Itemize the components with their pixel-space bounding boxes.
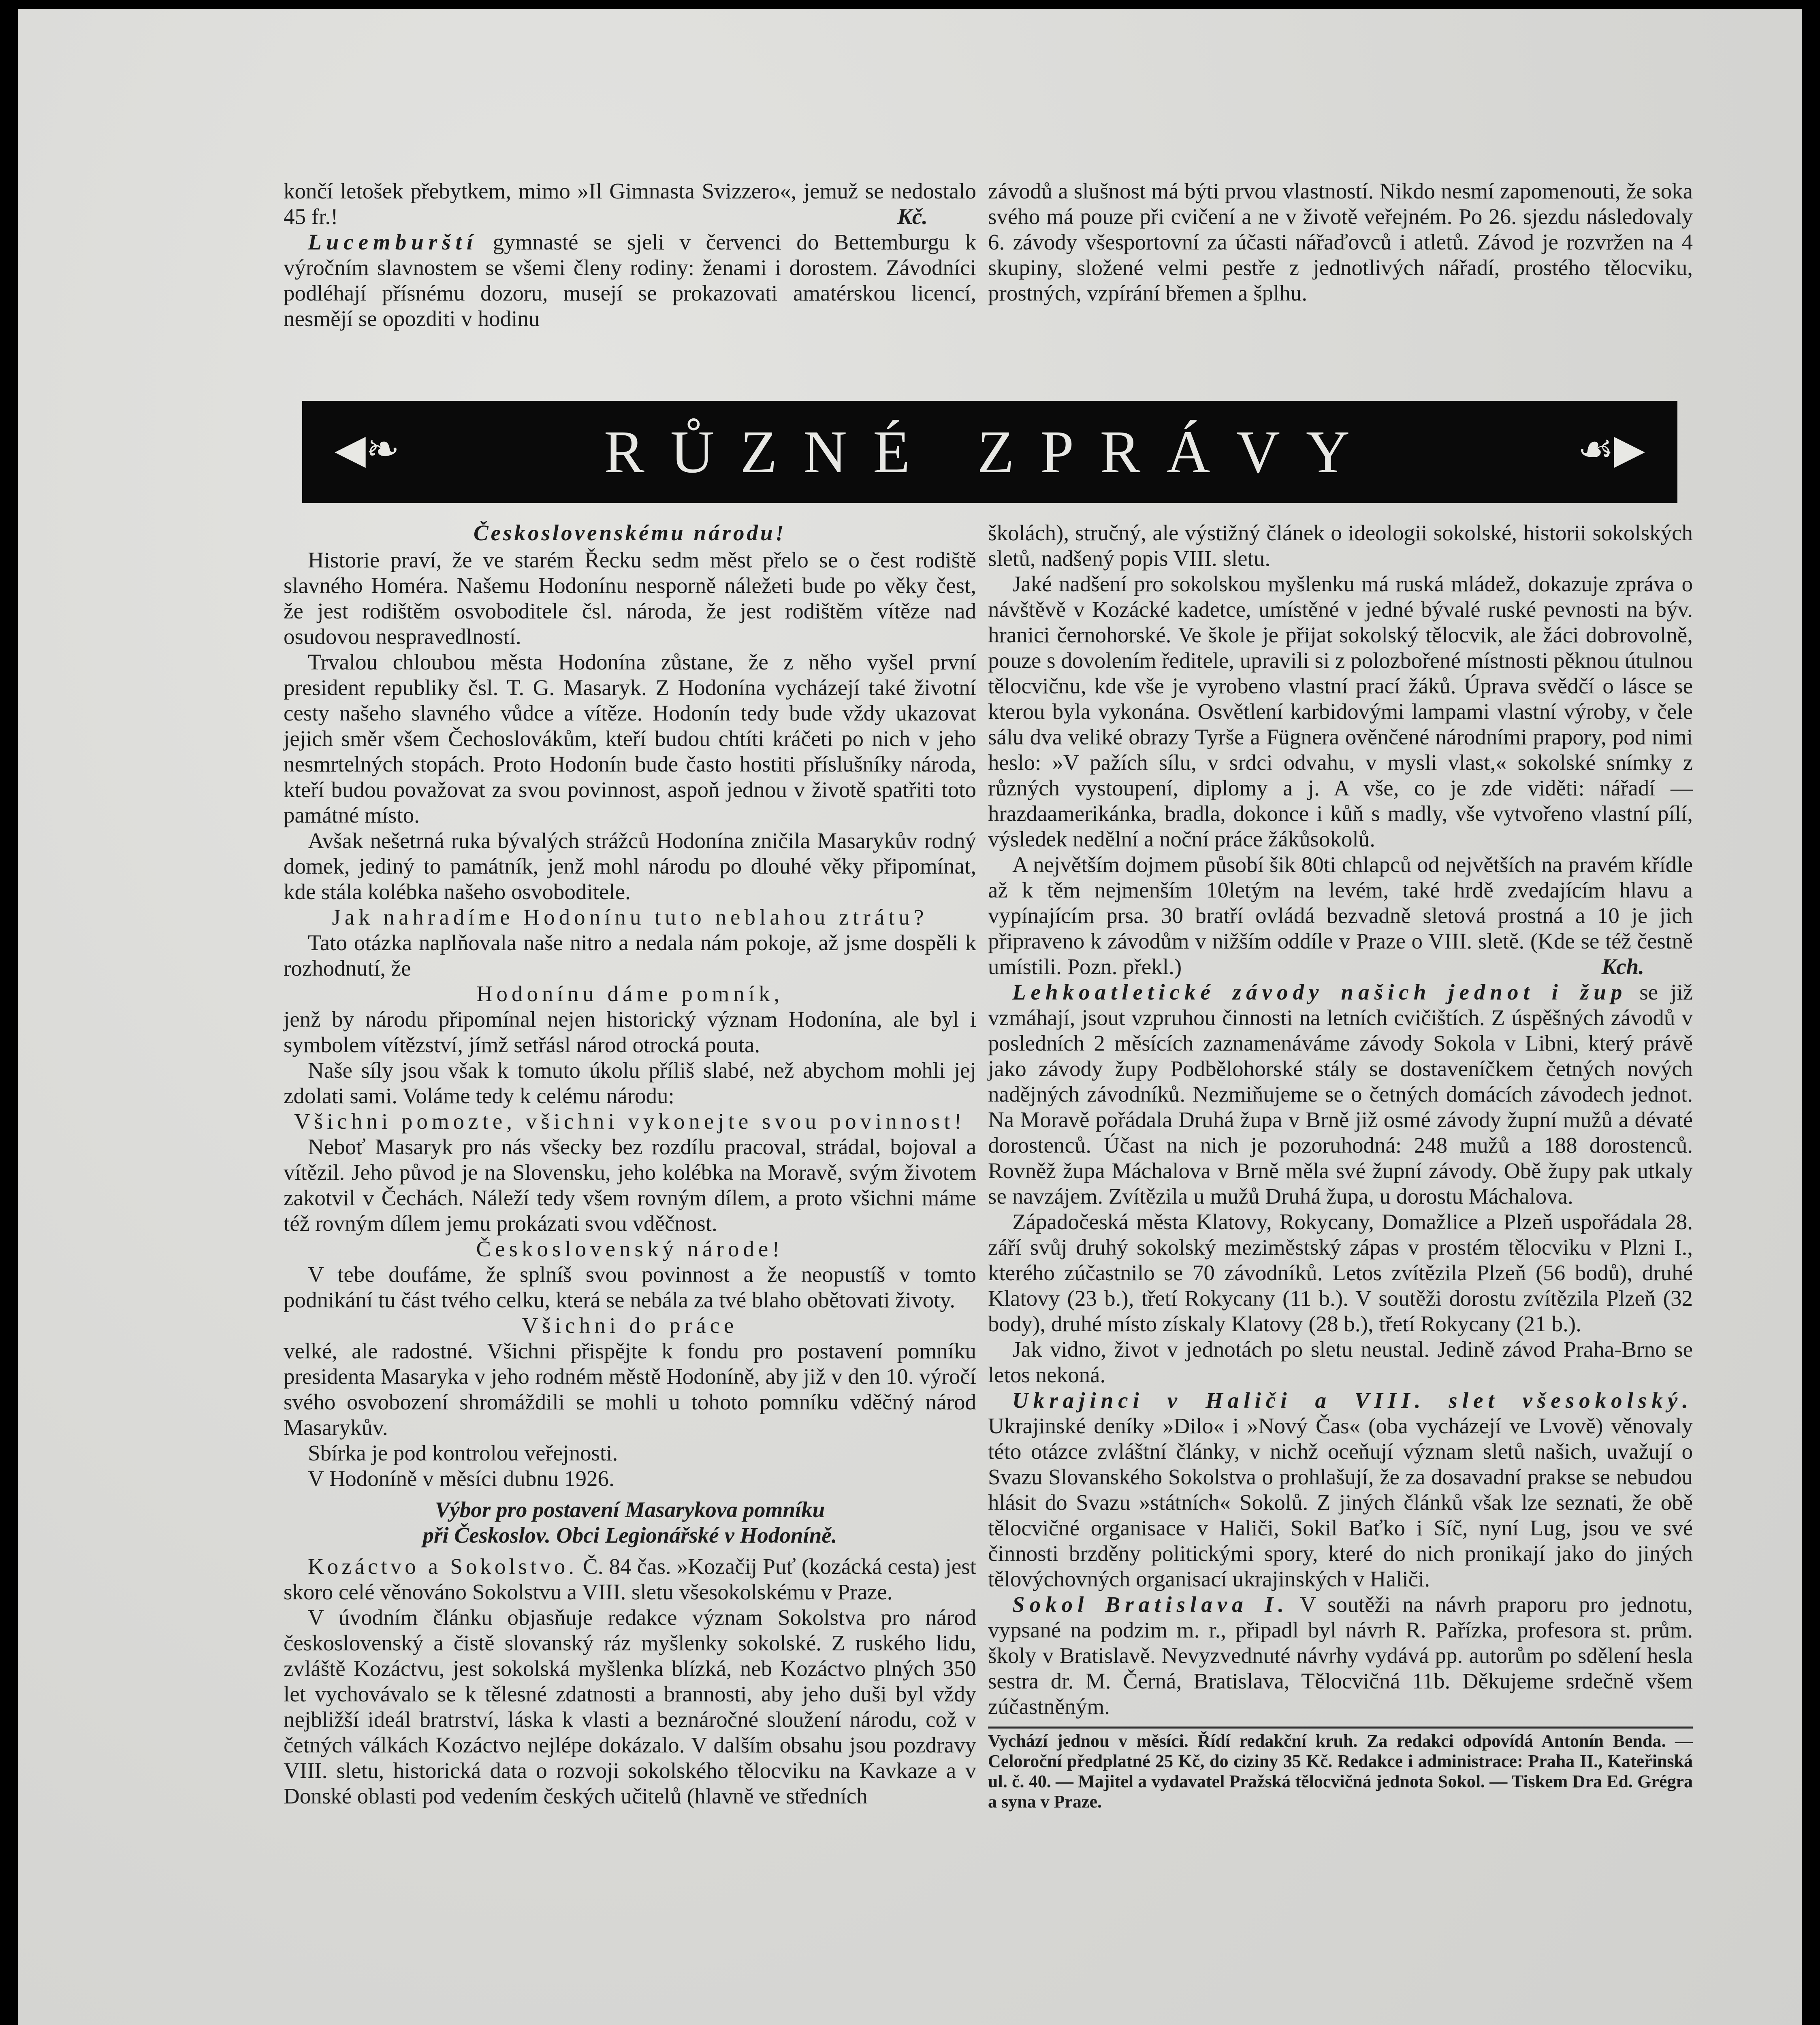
text-paragraph: Západočeská města Klatovy, Rokycany, Domažlice a Plzeň uspořádala 28. září svůj druhý sokolský meziměstský zápas v prostém tělocviku v Plzni I., kterého zúčastnilo se 70 závodníků. Letos zvítězila Plzeň (56 bodů), druhé Klatovy (23 b.), třetí Rokycany (11 b.). V soutěži dorostu zvítězila Plzeň (32 body), druhé místo získaly Klatovy (28 b.), třetí Rokycany (21 b.). <box>988 1209 1693 1336</box>
spaced-heading: Jak nahradíme Hodonínu tuto neblahou ztrátu? <box>332 905 928 929</box>
text-paragraph: Jaké nadšení pro sokolskou myšlenku má ruská mládež, dokazuje zpráva o návštěvě v Kozácké kadetce, umístěné v jedné bývalé ruské pevnosti na býv. hranici černohorské. Ve škole je přijat sokolský tělocvik, ale žáci dobrovolně, pouze s dovolením ředitele, upravili si z polozbořené místnosti pěknou útulnou tělocvičnu, kde vše je vyrobeno vlastní prací žáků. Úprava svědčí o lásce se kterou byla vykonána. Osvětlení karbidovými lampami vlastní výroby, v čele sálu dva veliké obrazy Tyrše a Fügnera ověnčené národními prapory, pod nimi heslo: »V pažích sílu, v srdci odvahu, v mysli vlast,« sokolské snímky z různých vystoupení, diplomy a j. A vše, co je zde viděti: nářadí — hrazdaamerikánka, bradla, dokonce i kůň s madly, vše vytvořeno vlastní pílí, výsledek nedělní a noční práce žákůsokolů. <box>988 571 1693 851</box>
page <box>18 9 1802 2025</box>
text-paragraph <box>284 178 976 229</box>
signature: Výbor pro postavení Masarykova pomníku <box>435 1497 825 1522</box>
paragraph-text: Č. 84 čas. »Kozačij Puť (kozácká cesta) jest skoro celé věnováno Sokolstvu a VIII. sletu všesokolskému v Praze. <box>284 1554 976 1604</box>
paragraph-text: gymnasté se sjeli v červenci do Bettemburgu k výročním slavnostem se všemi členy rodiny: ženami i dorostem. Závodníci podléhají přísnému dozoru, musejí se prokazovati amatérskou licencí, nesmějí se opozditi v hodinu <box>284 230 976 331</box>
signature: při Českoslov. Obci Legionářské v Hodoníně. <box>422 1523 837 1548</box>
spaced-heading: Všichni pomozte, všichni vykonejte svou povinnost! <box>294 1109 966 1134</box>
paragraph-text: Ukrajinské deníky »Dilo« i »Nový Čas« (oba vycházejí ve Lvově) věnovaly této otázce zvláštní články, v nichž oceňují význam sletů našich, uvažují o Svazu Slovanského Sokolstva o prohlašují, že za dosavadní prakse se nebudou hlásit do Svazu »státních« Sokolů. Z jiných článků však lze seznati, že obě tělocvičné organisace v Haliči, Sokil Baťko i Síč, nyní Lug, jsou ve své činnosti brzděny politickými spory, které do nich pronikají jako do jiných tělovýchovných organisací ukrajinských v Haliči. <box>988 1413 1693 1591</box>
text-paragraph: Historie praví, že ve starém Řecku sedm měst přelo se o čest rodiště slavného Homéra. Našemu Hodonínu nesporně náležeti bude po věky čest, že jest rodištěm osvoboditele čsl. národa, že jest rodištěm vítěze nad osudovou nespravedlností. <box>284 548 976 649</box>
text-paragraph: závodů a slušnost má býti prvou vlastností. Nikdo nesmí zapomenouti, že soka svého má pouze při cvičení a ne v životě veřejném. Po 26. sjezdu následovaly 6. závody všesportovní za účasti nářaďovců i atletů. Závod je rozvržen na 4 skupiny, složené velmi pestře z jednotlivých nářadí, prostého tělocviku, prostných, vzpírání břemen a šplhu. <box>988 179 1693 305</box>
spaced-heading: Československý národe! <box>476 1236 784 1261</box>
text-paragraph <box>988 1592 1693 1719</box>
text-paragraph: V úvodním článku objasňuje redakce význam Sokolstva pro národ československý a čistě slovanský ráz myšlenky sokolské. Z ruského lidu, zvláště Kozáctvu, jest sokolská myšlenka blízká, neb Kozáctvo plných 350 let vychovávalo se k tělesné zdatnosti a brannosti, aby jeho duši byl vždy nejbližší ideál bratrství, láska k vlasti a beznáročné sloužení národu, což v četných válkách Kozáctvo nejlépe dokázalo. V dalším obsahu jsou pozdravy VIII. sletu, historická data o rozvoji sokolského tělocviku na Kavkaze a v Donské oblasti pod vedením českých učitelů (hlavně ve středních <box>284 1605 976 1808</box>
text-paragraph <box>988 1388 1693 1592</box>
text-paragraph: jenž by národu připomínal nejen historický význam Hodonína, ale byl i symbolem vítězství, jímž setřásl národ otrocká pouta. <box>284 1007 976 1057</box>
text-paragraph: velké, ale radostné. Všichni přispějte k fondu pro postavení pomníku presidenta Masaryka v jeho rodném městě Hodoníně, aby již v den 10. výročí svého osvobození shromáždili se mohli u tohoto pomníku vděčný národ Masarykův. <box>284 1339 976 1440</box>
main-right-column <box>988 520 1693 1812</box>
text-paragraph: A největším dojmem působí šik 80ti chlapců od největších na pravém křídle až k těm nejmenším 10letým na levém, také hrdě zvedajícím hlavu a vypínajícím prsa. 30 bratří ovládá bezvadně sletová prostná a 10 je jich připraveno k závodům v nižším oddíle v Praze o VIII. sletě. (Kde se též čestně umístili. Pozn. překl.) <box>988 852 1693 979</box>
article-heading: Československému národu! <box>473 520 786 545</box>
signature: Kč. <box>897 204 928 229</box>
spaced-heading: Hodonínu dáme pomník, <box>476 981 784 1006</box>
spaced-heading: Ukrajinci v Haliči a VIII. slet všesokolský. <box>1012 1388 1693 1413</box>
text-paragraph: Sbírka je pod kontrolou veřejnosti. <box>308 1441 618 1465</box>
signature: Kch. <box>1601 954 1644 979</box>
text-paragraph <box>988 979 1693 1209</box>
text-paragraph: Jak vidno, život v jednotách po sletu neustal. Jedině závod Praha-Brno se letos nekoná. <box>988 1337 1693 1387</box>
main-left-column <box>284 520 976 1809</box>
text-paragraph <box>284 229 976 331</box>
spaced-heading: Kozáctvo a Sokolstvo. <box>308 1554 578 1579</box>
text-paragraph: Trvalou chloubou města Hodonína zůstane, že z něho vyšel první president republiky čsl. T. G. Masaryk. Z Hodonína vycházejí také životní cesty našeho slavného vůdce a vítěze. Hodonín tedy bude vždy ukazovat jejich směr všem Čechoslovákům, kteří budou chtíti kráčeti po nich v jeho nesmrtelných stopách. Proto Hodonín bude často hostiti příslušníky národa, kteří budou považovat za svou povinnost, aspoň jednou v životě spatřiti toto památné místo. <box>284 650 976 827</box>
text-paragraph: Naše síly jsou však k tomuto úkolu příliš slabé, než abychom mohli jej zdolati sami. Voláme tedy k celému národu: <box>284 1058 976 1108</box>
paragraph-text: se již vzmáhají, jsout vzpruhou činnosti na letních cvičištích. Z úspěšných závodů v posledních 2 měsících zaznamenáváme závody Sokola v Libni, který právě jako závody župy Podbělohorské stály se dostaveníčkem četných nových nadějných závodníků. Nezmiňujeme se o četných domácích závodech jednot. Na Moravě pořádala Druhá župa v Brně již osmé závody župní mužů a dévaté dorostenců. Účast na nich je pozoruhodná: 248 mužů a 188 dorostenců. Rovněž župa Máchalova v Brně měla své župní závody. Obě župy pak utkaly se navzájem. Zvítězila u mužů Druhá župa, u dorostu Máchalova. <box>988 980 1693 1209</box>
divider <box>988 1727 1693 1729</box>
text-paragraph: Tato otázka naplňovala naše nitro a nedala nám pokoje, až jsme dospěli k rozhodnutí, že <box>284 930 976 981</box>
section-banner <box>302 401 1677 503</box>
text-paragraph: školách), stručný, ale výstižný článek o ideologii sokolské, historii sokolských sletů, nadšený popis VIII. sletu. <box>988 520 1693 571</box>
top-right-column <box>988 178 1693 306</box>
text-paragraph <box>284 1554 976 1605</box>
text-paragraph: V tebe doufáme, že splníš svou povinnost a že neopustíš v tomto podnikání tu část tvého celku, která se nebála za tvé blaho obětovati životy. <box>284 1262 976 1312</box>
ornament-left-icon: ◀❧ <box>335 427 400 472</box>
paragraph-text: V soutěži na návrh praporu pro jednotu, vypsané na podzim m. r., připadl byl návrh R. Pařízka, profesora st. prům. školy v Bratislavě. Nevyzvednuté návrhy vydává pp. autorům po sdělení hesla sestra dr. M. Černá, Bratislava, Tělocvičná 11b. Děkujeme srdečně všem zúčastněným. <box>988 1592 1693 1719</box>
text-paragraph: V Hodoníně v měsíci dubnu 1926. <box>308 1466 614 1491</box>
spaced-heading: Lehkoatletické závody našich jednot i žup <box>1012 980 1627 1004</box>
ornament-right-icon: ☙▶ <box>1577 427 1645 472</box>
text-paragraph: Avšak nešetrná ruka bývalých strážců Hodonína zničila Masarykův rodný domek, jediný to památník, jenž mohl národu po dlouhé věky připomínat, kde stála kolébka našeho osvoboditele. <box>284 828 976 904</box>
spaced-heading: Lucemburští <box>308 230 478 254</box>
spaced-heading: Sokol Bratislava I. <box>1012 1592 1289 1617</box>
paragraph-text: končí letošek přebytkem, mimo »Il Gimnasta Svizzero«, jemuž se nedostalo 45 fr.! <box>284 179 976 229</box>
banner-title: RŮZNÉ ZPRÁVY <box>604 418 1376 486</box>
text-paragraph: Neboť Masaryk pro nás všecky bez rozdílu pracoval, strádal, bojoval a vítězil. Jeho původ je na Slovensku, jeho kolébka na Moravě, svým životem zakotvil v Čechách. Náleží tedy všem rovným dílem, a proto všichni máme též rovným dílem jemu prokázati svou vděčnost. <box>284 1134 976 1236</box>
spaced-heading: Všichni do práce <box>522 1313 738 1338</box>
top-left-column <box>284 178 976 331</box>
imprint-footer: Vychází jednou v měsíci. Řídí redakční kruh. Za redakci odpovídá Antonín Benda. — Celoroční předplatné 25 Kč, do ciziny 35 Kč. Redakce i administrace: Praha II., Kateřinská ul. č. 40. — Majitel a vydavatel Pražská tělocvičná jednota Sokol. — Tiskem Dra Ed. Grégra a syna v Praze. <box>988 1731 1693 1812</box>
